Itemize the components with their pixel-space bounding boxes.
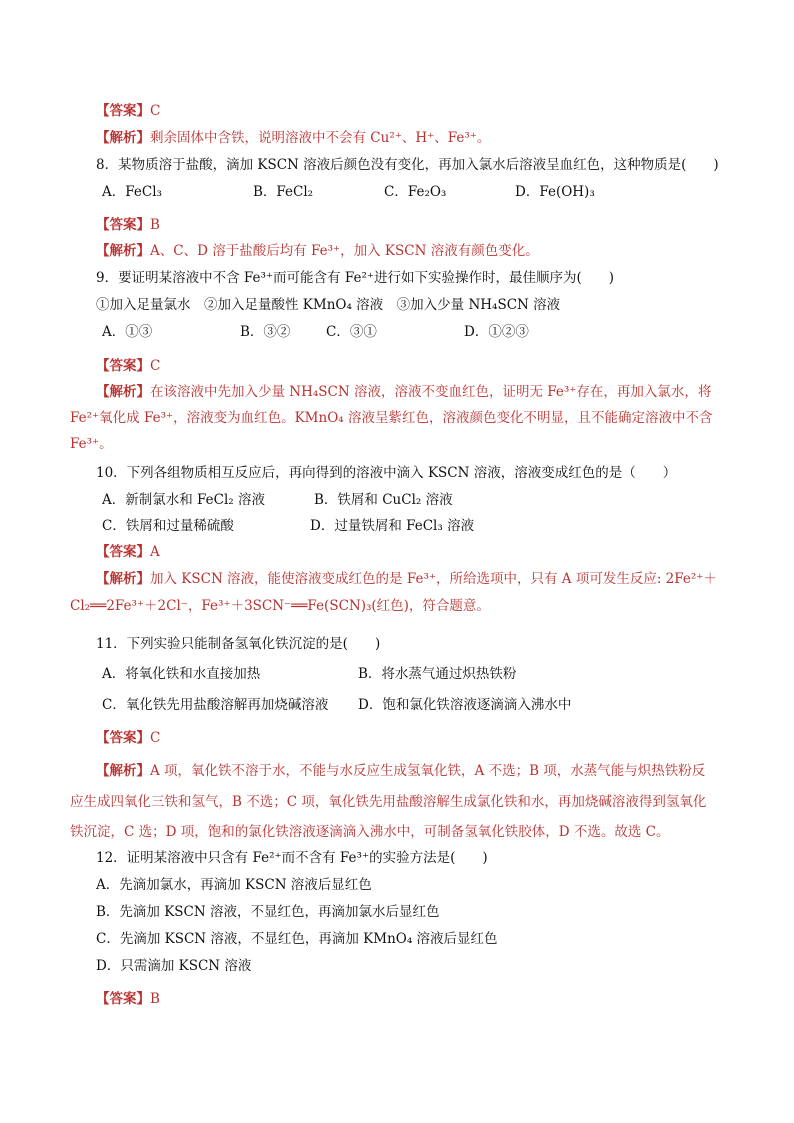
answer-tag: 【答案】	[96, 217, 150, 233]
option-b: B．③②	[240, 324, 291, 340]
option-b: B．铁屑和 CuCl₂ 溶液	[314, 492, 453, 508]
analysis-continuation: Cl₂══2Fe³⁺＋2Cl⁻，Fe³⁺＋3SCN⁻══Fe(SCN)₃(红色)，符合题意。	[70, 598, 490, 614]
answer-line	[96, 102, 160, 120]
option-d: D．过量铁屑和 FeCl₃ 溶液	[310, 518, 475, 534]
option-d: D．饱和氯化铁溶液逐滴滴入沸水中	[358, 697, 572, 713]
analysis-tag: 【解析】	[96, 243, 150, 259]
answer-value: A	[150, 544, 160, 560]
answer-value: C	[150, 103, 161, 119]
answer-value: B	[150, 217, 160, 233]
answer-tag: 【答案】	[96, 103, 150, 119]
option-c: C．③①	[326, 324, 377, 340]
analysis-text: 加入 KSCN 溶液，能使溶液变成红色的是 Fe³⁺，所给选项中，只有 A 项可发生反应: 2Fe²⁺＋	[150, 571, 717, 587]
analysis-tag: 【解析】	[96, 384, 150, 400]
option-a: A．FeCl₃	[102, 184, 162, 200]
question-9-stem: 9．要证明某溶液中不含 Fe³⁺而可能含有 Fe²⁺进行如下实验操作时，最佳顺序为( )	[96, 270, 615, 286]
option-a: A．新制氯水和 FeCl₂ 溶液	[102, 492, 266, 508]
analysis-line	[96, 129, 490, 147]
option-a: A．先滴加氯水，再滴加 KSCN 溶液后显红色	[96, 877, 372, 893]
analysis-line	[96, 383, 711, 401]
question-11-stem: 11．下列实验只能制备氢氧化铁沉淀的是( )	[96, 636, 381, 652]
analysis-continuation: Fe³⁺。	[70, 436, 113, 452]
option-c: C．Fe₂O₃	[384, 184, 447, 200]
answer-line	[96, 543, 160, 561]
answer-line	[96, 216, 160, 234]
question-8-stem: 8．某物质溶于盐酸，滴加 KSCN 溶液后颜色没有变化，再加入氯水后溶液呈血红色，这种物质是( )	[96, 157, 719, 173]
analysis-text: A 项，氧化铁不溶于水，不能与水反应生成氢氧化铁，A 不选；B 项，水蒸气能与炽热铁粉反	[150, 763, 706, 779]
option-a: A．①③	[102, 324, 153, 340]
analysis-text: 剩余固体中含铁，说明溶液中不会有 Cu²⁺、H⁺、Fe³⁺。	[150, 130, 491, 146]
analysis-text: 在该溶液中先加入少量 NH₄SCN 溶液，溶液不变血红色，证明无 Fe³⁺存在，再加入氯水，将	[150, 384, 712, 400]
option-a: A．将氧化铁和水直接加热	[102, 666, 261, 682]
analysis-continuation: 应生成四氧化三铁和氢气，B 不选；C 项，氧化铁先用盐酸溶解生成氯化铁和水，再加烧碱溶液得到氢氧化	[70, 794, 707, 810]
answer-tag: 【答案】	[96, 358, 150, 374]
answer-tag: 【答案】	[96, 991, 150, 1007]
option-c: C．氧化铁先用盐酸溶解再加烧碱溶液	[102, 697, 329, 713]
analysis-tag: 【解析】	[96, 130, 150, 146]
answer-tag: 【答案】	[96, 730, 150, 746]
analysis-line	[96, 762, 705, 780]
question-9-operations: ①加入足量氯水 ②加入足量酸性 KMnO₄ 溶液 ③加入少量 NH₄SCN 溶液	[96, 297, 561, 313]
option-b: B．先滴加 KSCN 溶液，不显红色，再滴加氯水后显红色	[96, 904, 440, 920]
analysis-continuation: Fe²⁺氧化成 Fe³⁺，溶液变为血红色。KMnO₄ 溶液呈紫红色，溶液颜色变化不明显，且不能确定溶液中不含	[70, 410, 713, 426]
question-12-stem: 12．证明某溶液中只含有 Fe²⁺而不含有 Fe³⁺的实验方法是( )	[96, 850, 488, 866]
option-d: D．①②③	[464, 324, 529, 340]
answer-value: C	[150, 730, 161, 746]
answer-tag: 【答案】	[96, 544, 150, 560]
answer-line	[96, 729, 160, 747]
analysis-line	[96, 242, 539, 260]
option-d: D．只需滴加 KSCN 溶液	[96, 958, 252, 974]
analysis-line	[96, 570, 717, 588]
answer-value: B	[150, 991, 160, 1007]
option-b: B．将水蒸气通过炽热铁粉	[358, 666, 517, 682]
analysis-continuation: 铁沉淀，C 选；D 项，饱和的氯化铁溶液逐滴滴入沸水中，可制备氢氧化铁胶体，D 不选。故选 C。	[70, 824, 670, 840]
option-c: C．铁屑和过量稀硫酸	[102, 518, 234, 534]
analysis-tag: 【解析】	[96, 763, 150, 779]
analysis-tag: 【解析】	[96, 571, 150, 587]
answer-line	[96, 357, 160, 375]
question-10-stem: 10．下列各组物质相互反应后，再向得到的溶液中滴入 KSCN 溶液，溶液变成红色的是（ ）	[96, 465, 677, 481]
option-d: D．Fe(OH)₃	[515, 184, 595, 200]
option-b: B．FeCl₂	[253, 184, 314, 200]
answer-line	[96, 990, 160, 1008]
answer-value: C	[150, 358, 161, 374]
option-c: C．先滴加 KSCN 溶液，不显红色，再滴加 KMnO₄ 溶液后显红色	[96, 931, 498, 947]
analysis-text: A、C、D 溶于盐酸后均有 Fe³⁺，加入 KSCN 溶液有颜色变化。	[150, 243, 539, 259]
